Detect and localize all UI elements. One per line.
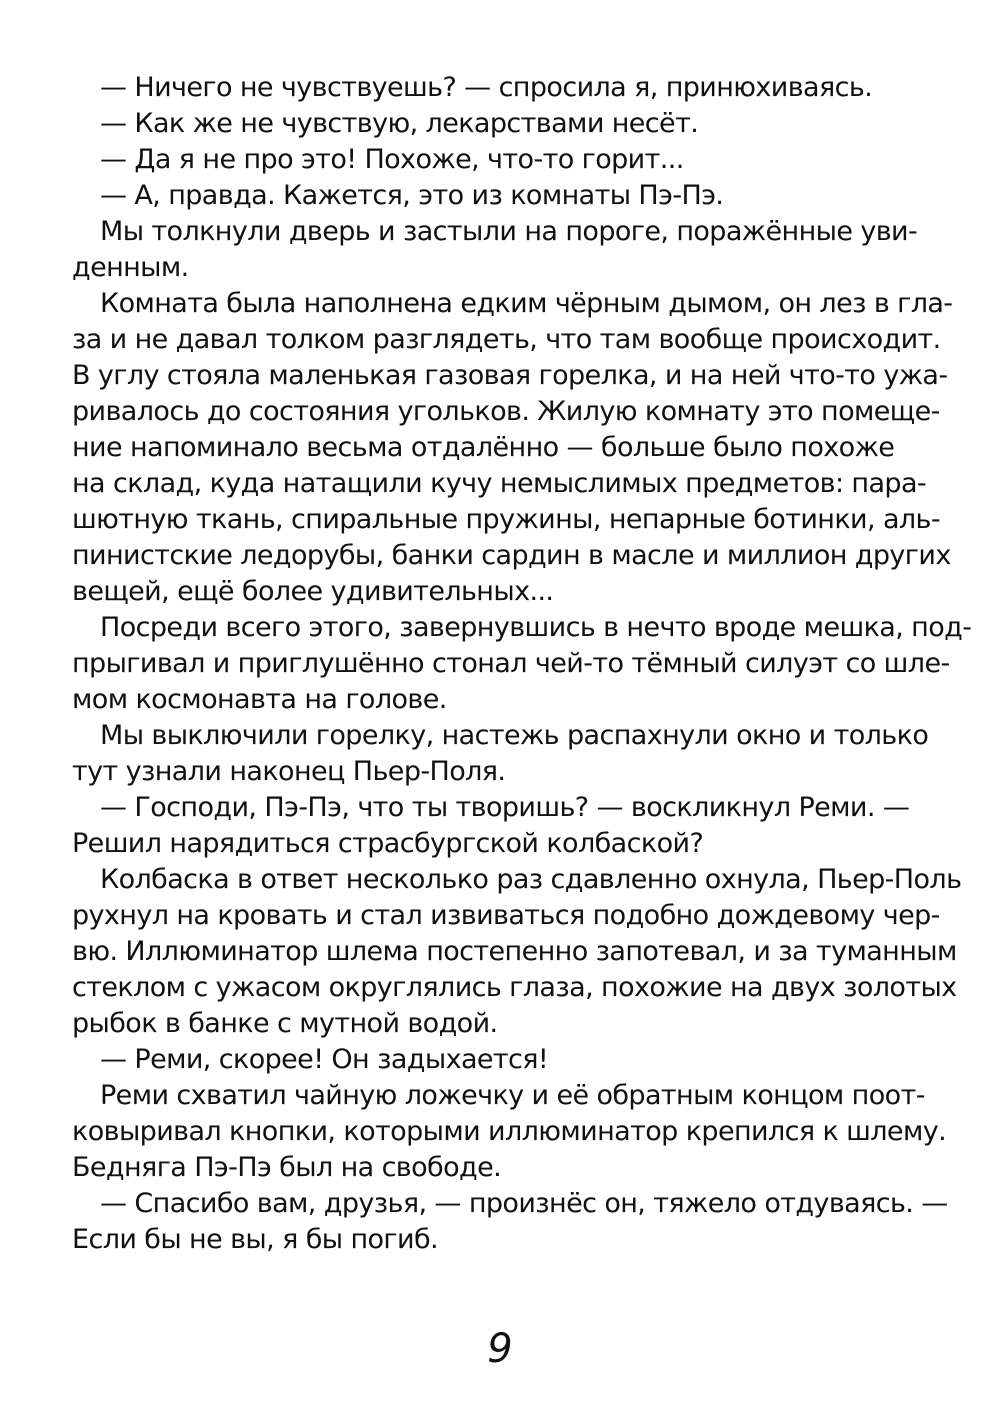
text-line: вещей, ещё более удивительных... <box>72 576 554 607</box>
text-line: Посреди всего этого, завернувшись в нечто вроде мешка, под- <box>100 612 972 643</box>
text-line: Реми схватил чайную ложечку и её обратным концом поот- <box>100 1080 925 1111</box>
text-line: Если бы не вы, я бы погиб. <box>72 1224 438 1255</box>
text-line: шютную ткань, спиральные пружины, непарные ботинки, аль- <box>72 504 941 535</box>
text-line: — Да я не про это! Похоже, что-то горит... <box>100 144 684 175</box>
text-line: пинистские ледорубы, банки сардин в масле и миллион других <box>72 540 951 571</box>
text-line: — Реми, скорее! Он задыхается! <box>100 1044 549 1075</box>
text-line: — Господи, Пэ-Пэ, что ты творишь? — воскликнул Реми. — <box>100 792 910 823</box>
text-line: — Как же не чувствую, лекарствами несёт. <box>100 108 699 139</box>
text-line: рухнул на кровать и стал извиваться подобно дождевому чер- <box>72 900 940 931</box>
text-line: Комната была наполнена едким чёрным дымом, он лез в гла- <box>100 288 953 319</box>
text-line: ковыривал кнопки, которыми иллюминатор крепился к шлему. <box>72 1116 947 1147</box>
text-line: — Ничего не чувствуешь? — спросила я, принюхиваясь. <box>100 72 873 103</box>
text-line: прыгивал и приглушённо стонал чей-то тёмный силуэт со шле- <box>72 648 950 679</box>
text-line: В углу стояла маленькая газовая горелка, и на ней что-то ужа- <box>72 360 948 391</box>
page-number: 9 <box>487 1326 513 1372</box>
text-line: Мы толкнули дверь и застыли на пороге, поражённые уви- <box>100 216 918 247</box>
text-line: стеклом с ужасом округлялись глаза, похожие на двух золотых <box>72 972 957 1003</box>
text-line: Решил нарядиться страсбургской колбаской? <box>72 828 704 859</box>
text-line: ривалось до состояния угольков. Жилую комнату это помеще- <box>72 396 940 427</box>
body-text <box>72 70 972 1258</box>
text-line: — А, правда. Кажется, это из комнаты Пэ-Пэ. <box>100 180 724 211</box>
text-line: денным. <box>72 252 189 283</box>
text-line: мом космонавта на голове. <box>72 684 447 715</box>
text-line: тут узнали наконец Пьер-Поля. <box>72 756 506 787</box>
text-line: Мы выключили горелку, настежь распахнули окно и только <box>100 720 929 751</box>
text-line: Колбаска в ответ несколько раз сдавленно охнула, Пьер-Поль <box>100 864 962 895</box>
text-line: Бедняга Пэ-Пэ был на свободе. <box>72 1152 502 1183</box>
text-line: ние напоминало весьма отдалённо — больше было похоже <box>72 432 895 463</box>
text-line: рыбок в банке с мутной водой. <box>72 1008 498 1039</box>
text-line: вю. Иллюминатор шлема постепенно запотевал, и за туманным <box>72 936 957 967</box>
text-line: на склад, куда натащили кучу немыслимых предметов: пара- <box>72 468 927 499</box>
text-line: за и не давал толком разглядеть, что там вообще происходит. <box>72 324 941 355</box>
text-line: — Спасибо вам, друзья, — произнёс он, тяжело отдуваясь. — <box>100 1188 948 1219</box>
